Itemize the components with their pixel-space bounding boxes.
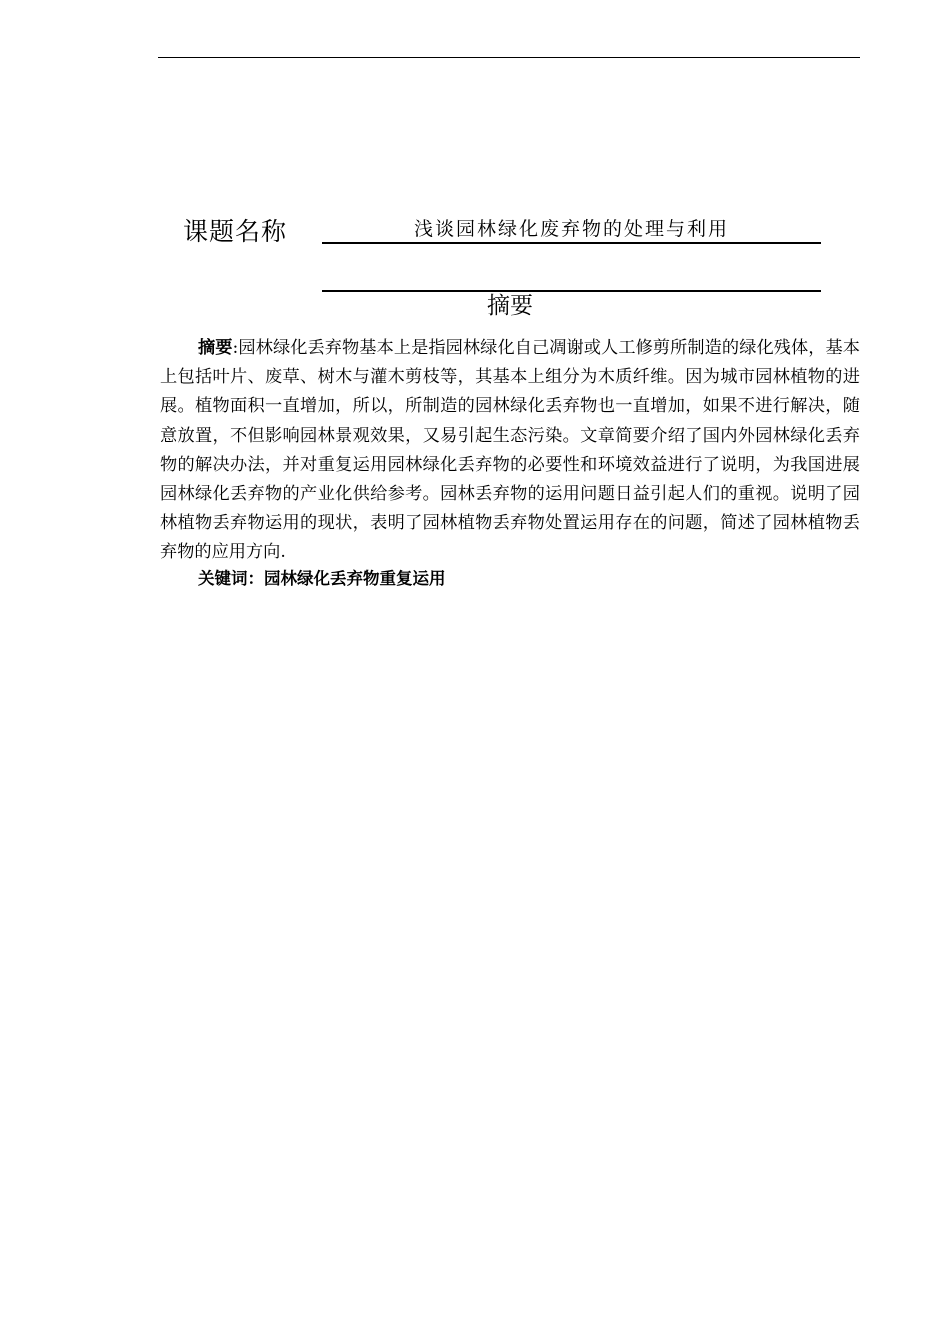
keywords-line [198, 564, 446, 593]
abstract-heading: 摘要 [487, 293, 533, 319]
abstract-text: 园林绿化丢弃物基本上是指园林绿化自己凋谢或人工修剪所制造的绿化残体，基本上包括叶片、废草、树木与灌木剪枝等，其基本上组分为木质纤维。因为城市园林植物的进展。植物面积一直增加，所以，所制造的园林绿化丢弃物也一直增加，如果不进行解决，随意放置，不但影响园林景观效果，又易引起生态污染。文章简要介绍了国内外园林绿化丢弃物的解决办法，并对重复运用园林绿化丢弃物的必要性和环境效益进行了说明，为我国进展园林绿化丢弃物的产业化供给参考。园林丢弃物的运用问题日益引起人们的重视。说明了园林植物丢弃物运用的现状，表明了园林植物丢弃物处置运用存在的问题，简述了园林植物丢弃物的应用方向. [160, 338, 860, 563]
abstract-paragraph [160, 334, 860, 568]
keywords-value: 园林绿化丢弃物重复运用 [264, 569, 446, 588]
title-label: 课题名称 [183, 217, 288, 246]
title-value: 浅谈园林绿化废弃物的处理与利用 [322, 216, 821, 244]
abstract-separator: : [232, 338, 239, 358]
keywords-label: 关键词： [198, 569, 264, 588]
header-rule [158, 57, 860, 58]
abstract-label: 摘要 [198, 338, 233, 358]
